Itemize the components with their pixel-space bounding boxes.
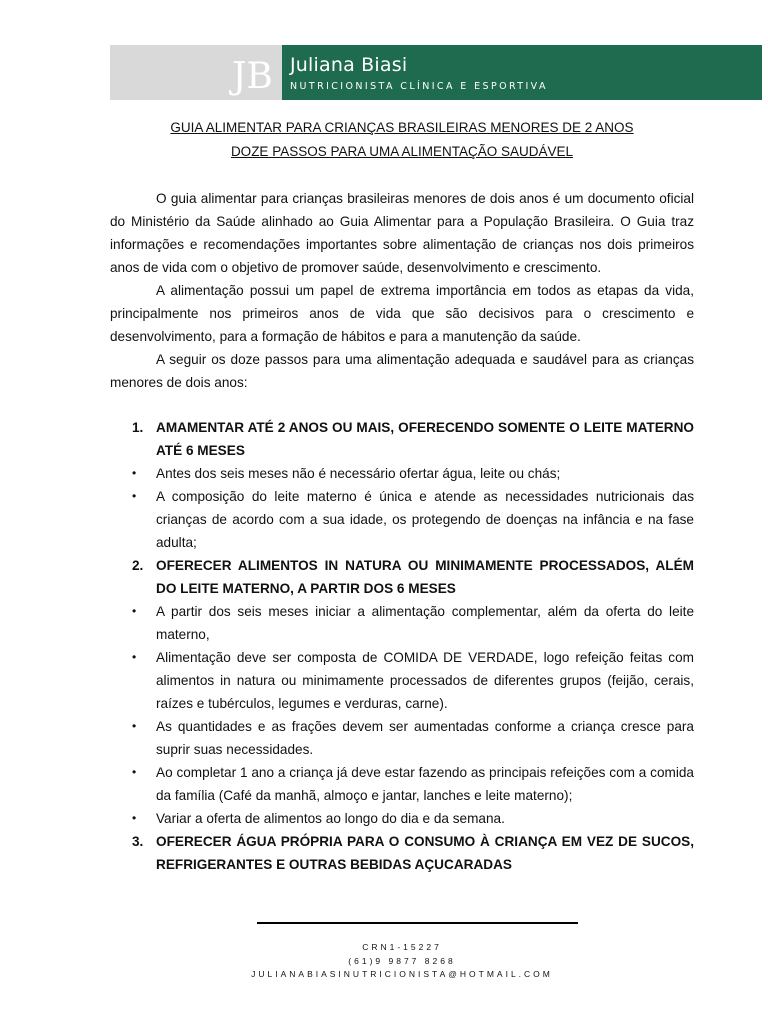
- list-item: [110, 485, 694, 554]
- step-number: 1.: [132, 420, 144, 435]
- footer-email: JULIANABIASINUTRICIONISTA@HOTMAIL.COM: [251, 969, 553, 979]
- list-item: [110, 715, 694, 761]
- list-item-text: Variar a oferta de alimentos ao longo do dia e da semana.: [156, 811, 505, 826]
- step-number: 2.: [132, 558, 144, 573]
- footer-divider: [257, 922, 578, 924]
- list-item: [110, 761, 694, 807]
- letterhead: [110, 45, 762, 100]
- list-item-text: A partir dos seis meses iniciar a alimentação complementar, além da oferta do leite materno,: [156, 604, 694, 642]
- bullet-icon: •: [132, 765, 137, 779]
- brand-subtitle: NUTRICIONISTA CLÍNICA E ESPORTIVA: [290, 81, 548, 92]
- intro-paragraph: O guia alimentar para crianças brasileiras menores de dois anos é um documento oficial do Ministério da Saúde alinhado ao Guia Alimentar para a População Brasileira. O Guia traz informações e recomendações importantes sobre alimentação de crianças nos dois primeiros anos de vida com o objetivo de promover saúde, desenvolvimento e crescimento.: [110, 191, 694, 275]
- list-item-text: Ao completar 1 ano a criança já deve estar fazendo as principais refeições com a comida da família (Café da manhã, almoço e jantar, lanches e leite materno);: [156, 765, 694, 803]
- document-subtitle: DOZE PASSOS PARA UMA ALIMENTAÇÃO SAUDÁVEL: [230, 144, 574, 159]
- step-number: 3.: [132, 834, 144, 849]
- step-title-text: OFERECER ALIMENTOS IN NATURA OU MINIMAMENTE PROCESSADOS, ALÉM DO LEITE MATERNO, A PARTIR DOS 6 MESES: [156, 558, 694, 596]
- step-title-text: OFERECER ÁGUA PRÓPRIA PARA O CONSUMO À CRIANÇA EM VEZ DE SUCOS, REFRIGERANTES E OUTRAS BEBIDAS AÇUCARADAS: [156, 834, 694, 872]
- list-item: [110, 807, 694, 830]
- brand-block: [282, 45, 762, 100]
- list-item-text: Alimentação deve ser composta de COMIDA DE VERDADE, logo refeição feitas com alimentos in natura ou minimamente processados de diferentes grupos (feijão, cerais, raízes e tubérculos, legumes e verduras, carne).: [156, 650, 694, 711]
- jb-logo-icon: [228, 50, 274, 96]
- bullet-icon: •: [132, 466, 137, 480]
- bullet-icon: •: [132, 489, 137, 503]
- step-1-title: [110, 416, 694, 462]
- document-title: GUIA ALIMENTAR PARA CRIANÇAS BRASILEIRAS MENORES DE 2 ANOS: [170, 120, 634, 135]
- steps-intro-paragraph: A seguir os doze passos para uma alimentação adequada e saudável para as crianças menores de dois anos:: [110, 352, 694, 390]
- list-item: [110, 600, 694, 646]
- logo-block: [110, 45, 282, 100]
- list-item-text: Antes dos seis meses não é necessário ofertar água, leite ou chás;: [156, 466, 561, 481]
- footer-crn: CRN1-15227: [362, 942, 442, 952]
- bullet-icon: •: [132, 650, 137, 664]
- brand-name: Juliana Biasi: [290, 54, 408, 76]
- footer-phone: (61)9 9877 8268: [348, 956, 456, 966]
- list-item: [110, 462, 694, 485]
- bullet-icon: •: [132, 719, 137, 733]
- steps-list: [110, 416, 694, 876]
- importance-paragraph: A alimentação possui um papel de extrema importância em todos as etapas da vida, principalmente nos primeiros anos de vida que são decisivos para o crescimento e desenvolvimento, para a formação de hábitos e para a manutenção da saúde.: [110, 283, 694, 344]
- step-2-title: [110, 554, 694, 600]
- bullet-icon: •: [132, 604, 137, 618]
- list-item-text: As quantidades e as frações devem ser aumentadas conforme a criança cresce para suprir suas necessidades.: [156, 719, 694, 757]
- step-title-text: AMAMENTAR ATÉ 2 ANOS OU MAIS, OFERECENDO SOMENTE O LEITE MATERNO ATÉ 6 MESES: [156, 420, 694, 458]
- step-3-title: [110, 830, 694, 876]
- list-item: [110, 646, 694, 715]
- bullet-icon: •: [132, 811, 137, 825]
- list-item-text: A composição do leite materno é única e atende as necessidades nutricionais das crianças de acordo com a sua idade, os protegendo de doenças na infância e na fase adulta;: [156, 489, 694, 550]
- logo-letters: JB: [232, 56, 273, 96]
